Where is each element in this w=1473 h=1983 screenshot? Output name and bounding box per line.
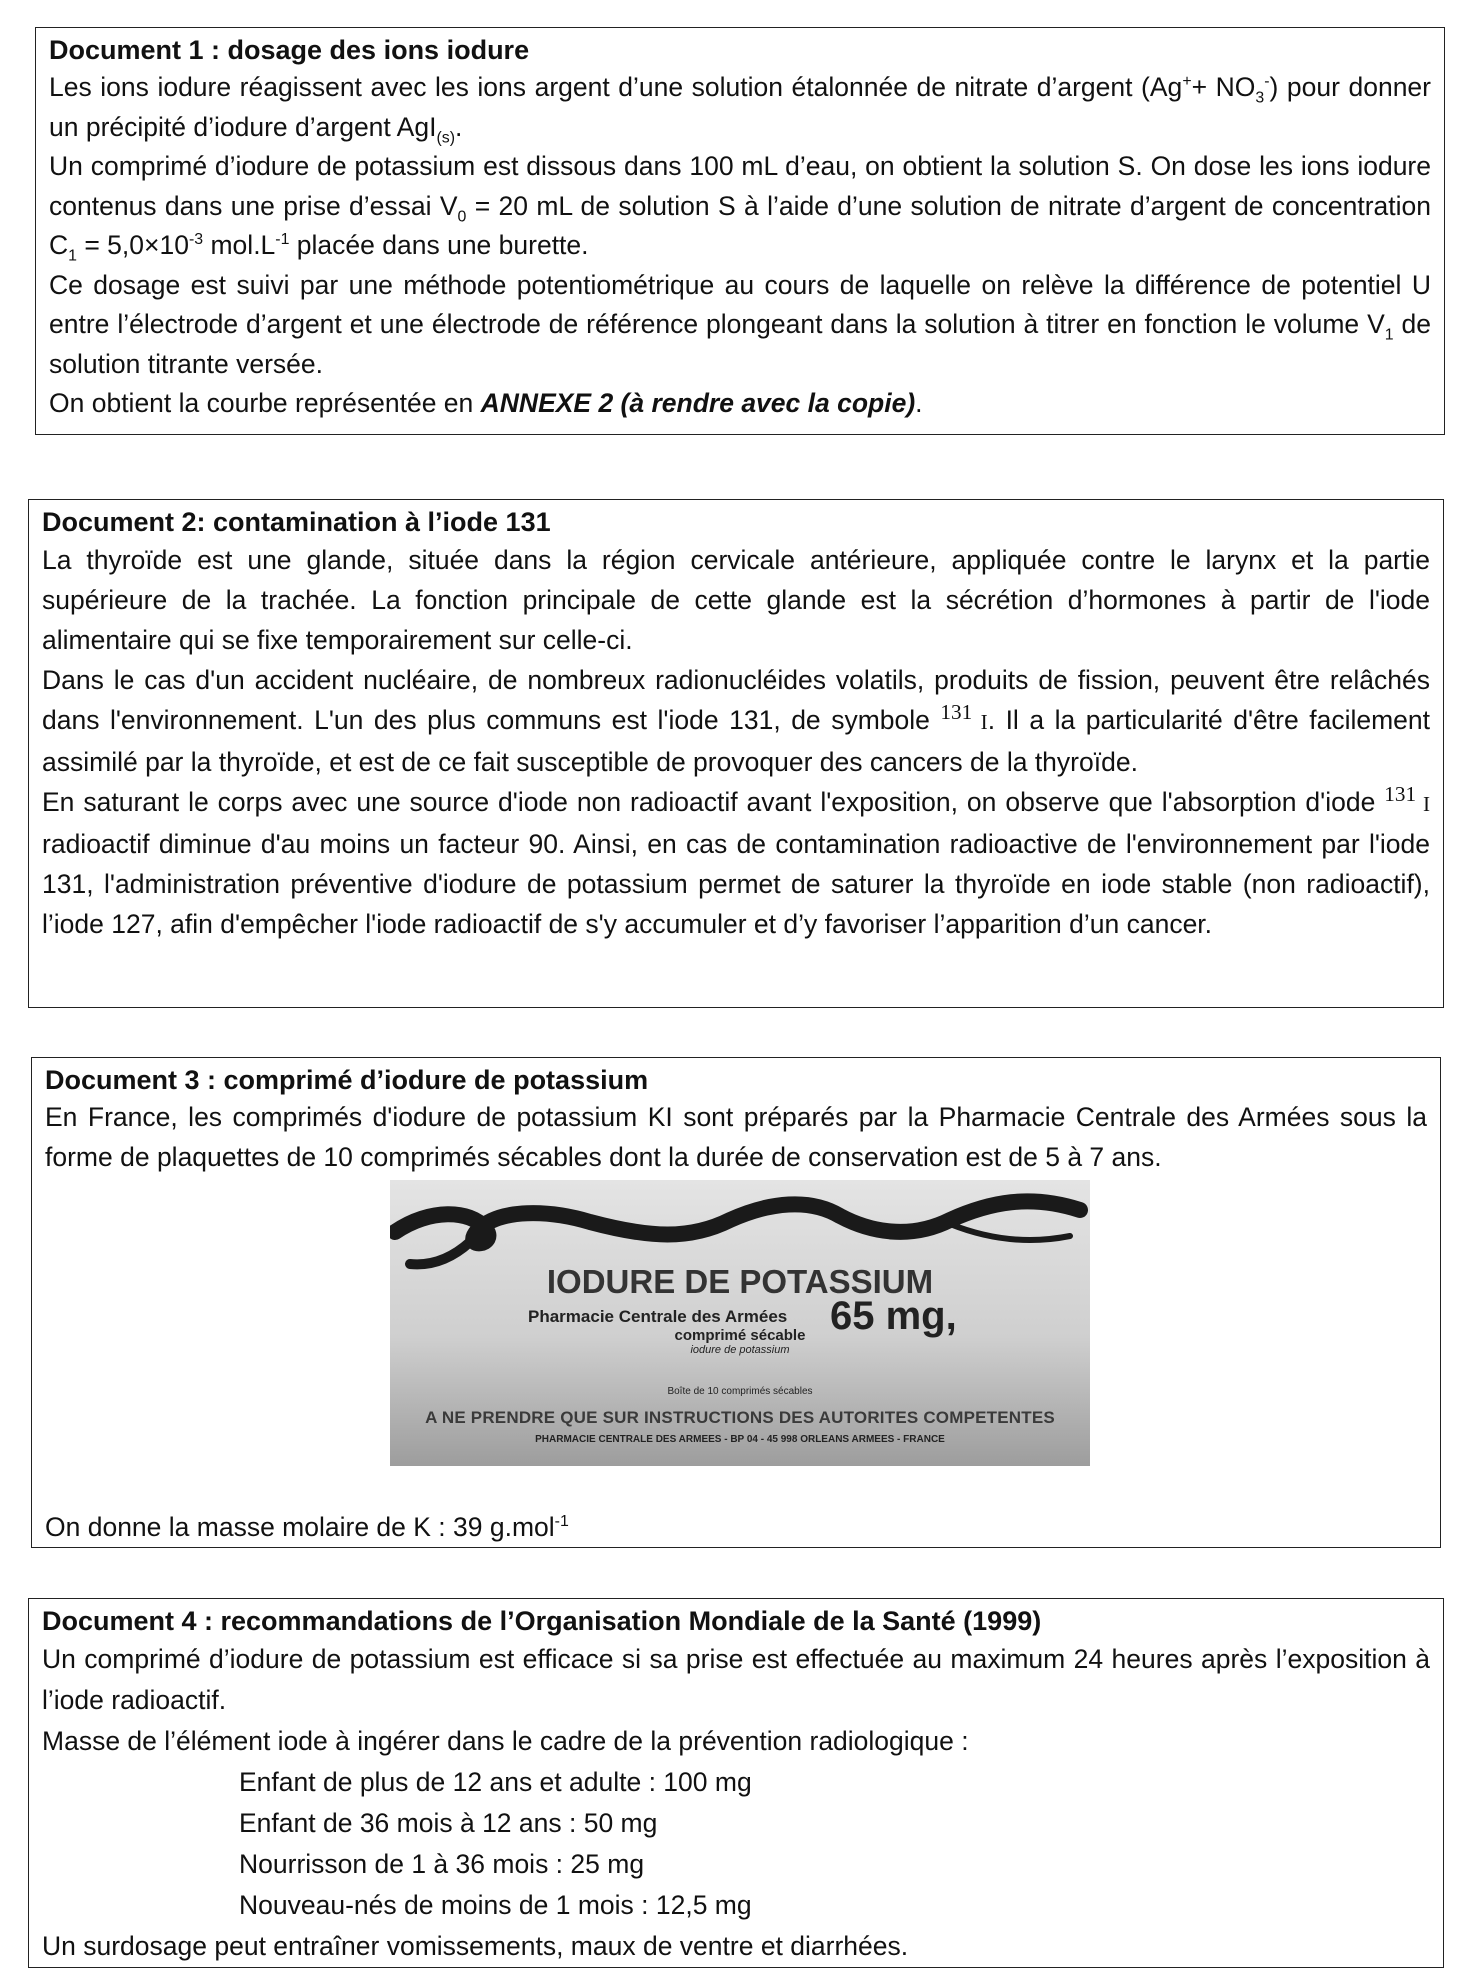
annexe-reference: ANNEXE 2 (à rendre avec la copie): [480, 388, 916, 418]
document-3-title: Document 3 : comprimé d’iodure de potassium: [45, 1065, 649, 1095]
document-4-paragraph-2: Masse de l’élément iode à ingérer dans le cadre de la prévention radiologique :: [42, 1726, 969, 1756]
document-2-title: Document 2: contamination à l’iode 131: [42, 507, 551, 537]
label-manufacturer: Pharmacie Centrale des Armées: [528, 1307, 788, 1326]
document-1-paragraph-2: Un comprimé d’iodure de potassium est dissous dans 100 mL d’eau, on obtient la solution S. On dose les ions iodure contenus dans une prise d’essai $V_0 = 20$ mL de solution S à l’aide d’une solution de nitrate d’argent de concentration $C_1 = 5,0\times 10^{-3}$ $mol.L^{-1}$ placée dans une burette.: [49, 151, 1431, 265]
potassium-iodide-label-photo: [390, 1180, 1090, 1466]
dose-item: Nourrisson de 1 à 36 mois : 25 mg: [239, 1849, 645, 1879]
label-dose: 65 mg,: [830, 1294, 957, 1338]
document-3-molar-mass: On donne la masse molaire de K : 39 g.mol$^{-1}$: [45, 1512, 569, 1542]
label-warning: A NE PRENDRE QUE SUR INSTRUCTIONS DES AUTORITES COMPETENTES: [425, 1408, 1055, 1427]
label-form: comprimé sécable: [674, 1327, 806, 1344]
dose-item: Enfant de 36 mois à 12 ans : 50 mg: [239, 1808, 658, 1838]
label-substance: iodure de potassium: [690, 1344, 790, 1356]
label-wave-logo: [390, 1180, 1090, 1270]
dose-item: Nouveau-nés de moins de 1 mois : 12,5 mg: [239, 1890, 752, 1920]
document-4-title: Document 4 : recommandations de l’Organisation Mondiale de la Santé (1999): [42, 1606, 1042, 1636]
document-4-paragraph-1: Un comprimé d’iodure de potassium est efficace si sa prise est effectuée au maximum 24 heures après l’exposition à l’iode radioactif.: [42, 1644, 1430, 1715]
document-3-box: [31, 1057, 1441, 1548]
document-1-paragraph-4: On obtient la courbe représentée en ANNEXE 2 (à rendre avec la copie).: [49, 388, 923, 418]
document-4-box: [28, 1598, 1444, 1968]
document-1-paragraph-3: Ce dosage est suivi par une méthode potentiométrique au cours de laquelle on relève la différence de potentiel U entre l’électrode d’argent et une électrode de référence plongeant dans la solution à titrer en fonction le volume $V_1$ de solution titrante versée.: [49, 269, 1431, 379]
document-2-paragraph-2: Dans le cas d'un accident nucléaire, de nombreux radionucléides volatils, produits de fission, peuvent être relâchés dans l'environnement. L'un des plus communs est l'iode 131, de symbole $^{131}$ I. Il a la particularité d'être facilement assimilé par la thyroïde, et est de ce fait susceptible de provoquer des cancers de la thyroïde.: [42, 665, 1430, 777]
document-1-paragraph-1: Les ions iodure réagissent avec les ions argent d’une solution étalonnée de nitrate d’argent $(Ag^++ NO_3^-)$ pour donner un précipité d’iodure d’argent AgI$_{(s)}$.: [49, 72, 1431, 146]
document-4-paragraph-3: Un surdosage peut entraîner vomissements, maux de ventre et diarrhées.: [42, 1931, 909, 1961]
label-address: PHARMACIE CENTRALE DES ARMEES - BP 04 - 45 998 ORLEANS ARMEES - FRANCE: [535, 1434, 945, 1445]
dose-item: Enfant de plus de 12 ans et adulte : 100 mg: [239, 1767, 752, 1797]
document-2-paragraph-1: La thyroïde est une glande, située dans la région cervicale antérieure, appliquée contre le larynx et la partie supérieure de la trachée. La fonction principale de cette glande est la sécrétion d’hormones à partir de l'iode alimentaire qui se fixe temporairement sur celle-ci.: [42, 545, 1430, 655]
document-3-paragraph-1: En France, les comprimés d'iodure de potassium KI sont préparés par la Pharmacie Centrale des Armées sous la forme de plaquettes de 10 comprimés sécables dont la durée de conservation est de 5 à 7 ans.: [45, 1102, 1427, 1172]
label-product-name: IODURE DE POTASSIUM: [546, 1263, 934, 1300]
document-1-title: Document 1 : dosage des ions iodure: [49, 35, 530, 65]
document-1-box: [35, 27, 1445, 435]
document-2-paragraph-3: En saturant le corps avec une source d'iode non radioactif avant l'exposition, on observe que l'absorption d'iode $^{131}$ I radioactif diminue d'au moins un facteur 90. Ainsi, en cas de contamination radioactive de l'environnement par l'iode 131, l'administration préventive d'iodure de potassium permet de saturer la thyroïde en iode stable (non radioactif), l’iode 127, afin d'empêcher l'iode radioactif de s'y accumuler et d’y favoriser l’apparition d’un cancer.: [42, 782, 1430, 939]
document-2-box: [28, 499, 1444, 1008]
label-box-count: Boîte de 10 comprimés sécables: [667, 1386, 813, 1397]
